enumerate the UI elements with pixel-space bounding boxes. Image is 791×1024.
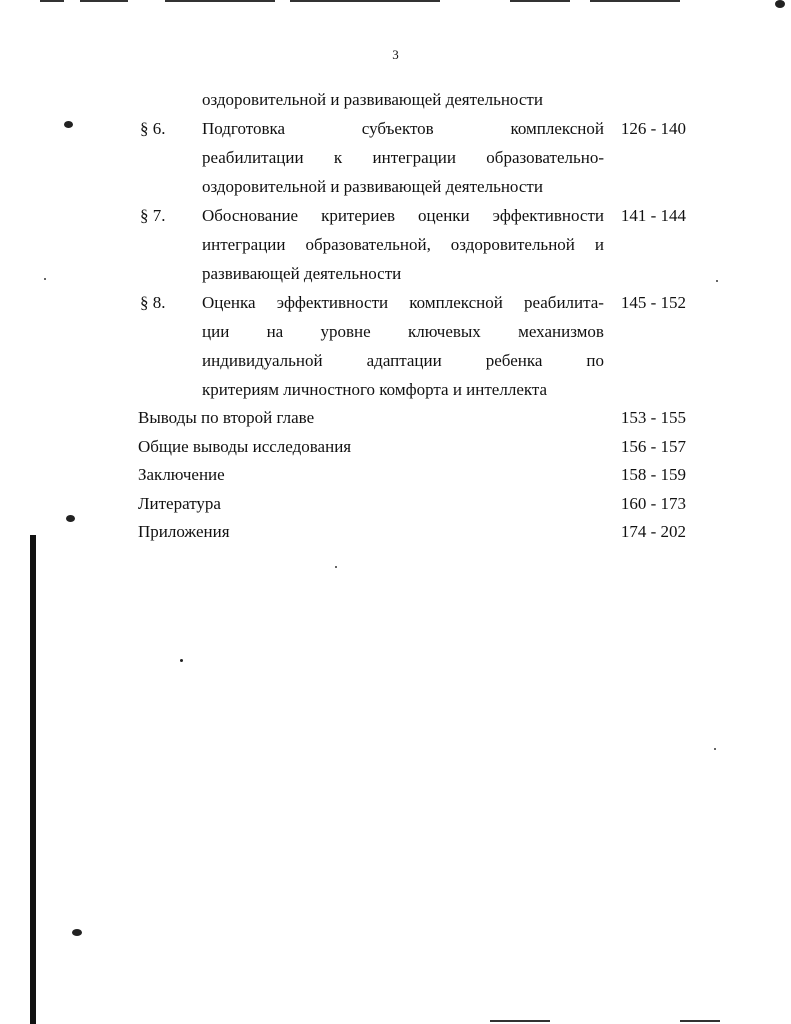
section-8-pages: 145 - 152 [620,293,686,312]
toc-word: комплексной [510,119,604,138]
toc-word: механизмов [518,322,604,341]
toc-entry-title: Заключение [138,465,225,484]
toc-word: Обоснование [202,206,299,225]
toc-entry-pages: 160 - 173 [620,494,686,513]
toc-entry-pages: 158 - 159 [620,465,686,484]
toc-word: реабилита- [524,293,604,312]
toc-word: комплексной [409,293,503,312]
section-7-title-line: развивающей деятельности [202,264,402,283]
section-7-title-line [202,234,604,256]
toc-word: Оценка [202,293,256,312]
toc-word: образовательно- [486,148,604,167]
scan-blot [64,121,73,128]
toc-word: интеграции [372,148,456,167]
toc-word: эффективности [492,206,604,225]
toc-entry-title: Выводы по второй главе [138,408,315,427]
toc-entry-title: Общие выводы исследования [138,437,352,456]
scan-edge-line [680,1020,720,1022]
scan-blot [180,659,183,662]
toc-word: ребенка [485,351,543,370]
section-8-title-line [202,292,604,314]
scan-speck [44,278,46,280]
toc-entry-pages: 153 - 155 [620,408,686,427]
section-6-title-line: оздоровительной и развивающей деятельности [202,177,543,196]
section-8-title-line [202,350,604,372]
toc-word: индивидуальной [202,351,323,370]
scan-speck [716,280,718,282]
toc-word: оценки [418,206,470,225]
scan-speck [714,748,716,750]
scan-edge-line [510,0,570,2]
toc-word: оздоровительной [450,235,575,254]
section-6-number: § 6. [140,119,166,138]
toc-word: на [266,322,284,341]
scan-edge-line [165,0,275,2]
toc-word: и [594,235,604,254]
toc-word: эффективности [276,293,389,312]
toc-word: образовательной, [305,235,431,254]
section-6-title-line [202,147,604,169]
scan-edge-line [80,0,128,2]
toc-word: ключевых [407,322,481,341]
scan-edge-line [290,0,440,2]
section-8-title-line [202,321,604,343]
toc-word: реабилитации [202,148,304,167]
toc-word: адаптации [366,351,442,370]
toc-entry-title: Приложения [138,522,230,541]
section-6-title-line [202,118,604,140]
section-7-number: § 7. [140,206,166,225]
scan-blot [66,515,75,522]
scan-speck [335,566,337,568]
toc-word: уровне [320,322,371,341]
scan-blot [775,0,785,8]
section-7-title-line [202,205,604,227]
toc-word: интеграции [202,235,286,254]
scan-edge-line [590,0,680,2]
toc-word: субъектов [361,119,434,138]
section-8-number: § 8. [140,293,166,312]
toc-word: ции [202,322,230,341]
toc-word: Подготовка [202,119,286,138]
toc-word: критериев [321,206,396,225]
section-8-title-line: критериям личностного комфорта и интеллекта [202,380,548,399]
scan-edge-line [40,0,64,2]
scan-edge-line [490,1020,550,1022]
toc-entry-pages: 174 - 202 [620,522,686,541]
toc-entry-title: Литература [138,494,221,513]
toc-entry-pages: 156 - 157 [620,437,686,456]
toc-continuation-line: оздоровительной и развивающей деятельности [202,90,543,109]
toc-word: к [333,148,343,167]
scan-edge-bar [30,535,36,1024]
page-number: 3 [392,47,399,62]
scan-blot [72,929,82,936]
section-6-pages: 126 - 140 [620,119,686,138]
toc-word: по [586,351,604,370]
section-7-pages: 141 - 144 [620,206,686,225]
